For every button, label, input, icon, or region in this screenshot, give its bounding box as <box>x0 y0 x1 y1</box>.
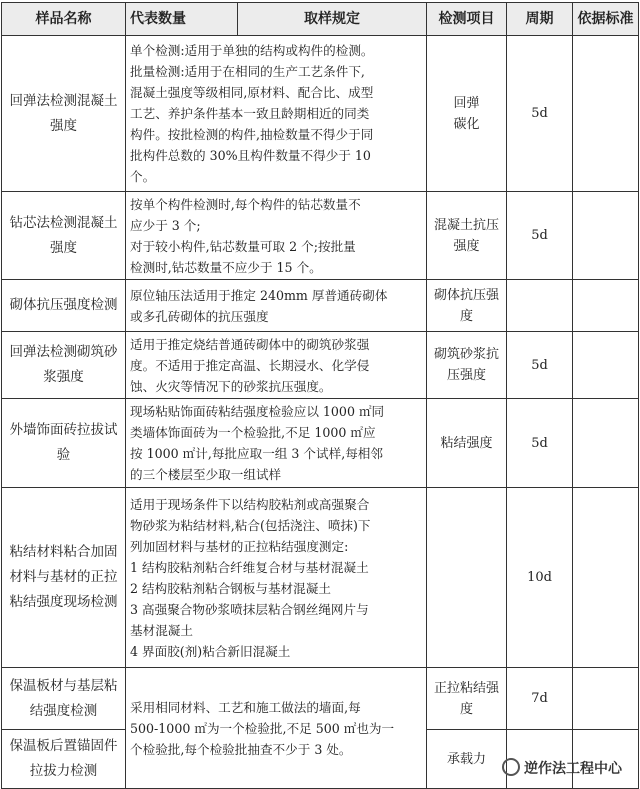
sampling-rule-line: 或多孔砖砌体的抗压强度 <box>130 308 269 324</box>
standard-cell <box>573 668 639 730</box>
table-row <box>2 668 639 730</box>
sampling-rule-line: 列加固材料与基材的正拉粘结强度测定: <box>130 538 349 554</box>
test-item-cell: 承载力 <box>427 730 507 789</box>
table-row <box>2 192 639 280</box>
wechat-icon <box>502 758 520 776</box>
sampling-rule-line: 适用于现场条件下以结构胶粘剂或高强聚合 <box>130 496 370 512</box>
sampling-table <box>1 2 638 787</box>
standard-cell <box>573 192 639 280</box>
test-item-cell <box>427 488 507 668</box>
sampling-rule-line: 适用于推定烧结普通砖砌体中的砌筑砂浆强 <box>130 336 370 352</box>
sampling-rule-cell <box>126 280 427 332</box>
sampling-rule-cell <box>126 192 427 280</box>
watermark-text: 逆作法工程中心 <box>524 761 622 777</box>
period-cell: 5d <box>507 192 573 280</box>
sample-name-cell: 保温板后置锚固件拉拔力检测 <box>2 730 126 789</box>
sample-name-cell: 粘结材料粘合加固材料与基材的正拉粘结强度现场检测 <box>2 488 126 668</box>
sampling-rule-line: 500-1000 ㎡为一个检验批,不足 500 ㎡也为一 <box>130 720 395 736</box>
header-test-item: 检测项目 <box>427 3 507 36</box>
test-item-cell: 混凝土抗压强度 <box>427 192 507 280</box>
sampling-rule-line: 按单个构件检测时,每个构件的钻芯数量不 <box>130 196 361 212</box>
standard-cell <box>573 399 639 488</box>
period-cell <box>507 280 573 332</box>
sampling-rule-line: 现场粘贴饰面砖粘结强度检验应以 1000 ㎡同 <box>130 404 385 419</box>
sample-name-cell: 回弹法检测砌筑砂浆强度 <box>2 332 126 399</box>
sampling-rule-line: 个。 <box>130 169 156 184</box>
standard-cell <box>573 488 639 668</box>
period-cell: 10d <box>507 488 573 668</box>
sample-name-cell: 砌体抗压强度检测 <box>2 280 126 332</box>
period-cell: 7d <box>507 668 573 730</box>
header-representative-quantity: 代表数量 <box>126 3 238 36</box>
sampling-rule-line: 对于较小构件,钻芯数量可取 2 个;按批量 <box>130 238 356 254</box>
header-sample-name: 样品名称 <box>2 3 126 36</box>
table-row <box>2 332 639 399</box>
standard-cell <box>573 280 639 332</box>
sampling-rule-line: 单个检测:适用于单独的结构或构件的检测。 <box>130 43 374 58</box>
sampling-rule-line: 物砂浆为粘结材料,粘合(包括浇注、喷抹)下 <box>130 517 371 533</box>
sampling-rule-line: 应少于 3 个; <box>130 217 201 233</box>
sampling-rule-line: 2 结构胶粘剂粘合钢板与基材混凝土 <box>130 580 331 596</box>
sampling-rule-line: 原位轴压法适用于推定 240mm 厚普通砖砌体 <box>130 287 388 303</box>
table-row <box>2 280 639 332</box>
sampling-rule-cell <box>126 332 427 399</box>
test-item-cell: 砌筑砂浆抗压强度 <box>427 332 507 399</box>
sampling-rule-cell <box>126 488 427 668</box>
sample-name-cell: 钻芯法检测混凝土强度 <box>2 192 126 280</box>
table-row <box>2 36 639 192</box>
header-period: 周期 <box>507 3 573 36</box>
test-item-cell: 砌体抗压强度 <box>427 280 507 332</box>
sampling-rule-line: 度。不适用于推定高温、长期浸水、化学侵 <box>130 357 370 373</box>
sampling-rule-line: 类墙体饰面砖为一个检验批,不足 1000 ㎡应 <box>130 425 376 440</box>
test-item-cell: 回弹 碳化 <box>427 36 507 192</box>
sampling-rule-line: 批构件总数的 30%且构件数量不得少于 10 <box>130 148 371 163</box>
header-standard: 依据标准 <box>573 3 639 36</box>
sampling-rule-line: 个检验批,每个检验批抽查不少于 3 处。 <box>130 741 352 757</box>
sampling-rule-line: 蚀、火灾等情况下的砂浆抗压强度。 <box>130 378 332 394</box>
sampling-rule-line: 工艺、养护条件基本一致且龄期相近的同类 <box>130 106 370 121</box>
sampling-rule-line: 4 界面胶(剂)粘合新旧混凝土 <box>130 643 291 659</box>
test-item-cell: 粘结强度 <box>427 399 507 488</box>
sampling-rule-cell <box>126 36 427 192</box>
sampling-rule-line: 3 高强聚合物砂浆喷抹层粘合钢丝绳网片与 <box>130 601 369 617</box>
sampling-rule-line: 采用相同材料、工艺和施工做法的墙面,每 <box>130 699 361 715</box>
sampling-rule-line: 1 结构胶粘剂粘合纤维复合材与基材混凝土 <box>130 559 369 575</box>
table-body <box>2 36 639 789</box>
watermark <box>498 758 622 778</box>
period-cell: 5d <box>507 399 573 488</box>
sampling-rule-line: 的三个楼层至少取一组试样 <box>130 467 282 482</box>
sampling-rule-line: 检测时,钻芯数量不应少于 15 个。 <box>130 259 322 275</box>
sampling-rule-cell <box>126 399 427 488</box>
test-item-cell: 正拉粘结强度 <box>427 668 507 730</box>
table-header-row <box>2 3 639 36</box>
sampling-rule-line: 基材混凝土 <box>130 622 193 638</box>
sample-name-cell: 外墙饰面砖拉拔试验 <box>2 399 126 488</box>
header-sampling-rule: 取样规定 <box>238 3 427 36</box>
sample-name-cell: 回弹法检测混凝土强度 <box>2 36 126 192</box>
period-cell: 5d <box>507 36 573 192</box>
sampling-rule-line: 构件。按批检测的构件,抽检数量不得少于同 <box>130 127 374 142</box>
sampling-rule-line: 混凝土强度等级相同,原材料、配合比、成型 <box>130 85 374 100</box>
standard-cell <box>573 332 639 399</box>
table-row <box>2 399 639 488</box>
sampling-rule-line: 按 1000 ㎡计,每批应取一组 3 个试样,每相邻 <box>130 446 383 461</box>
standard-cell <box>573 36 639 192</box>
table-row <box>2 488 639 668</box>
sampling-rule-cell <box>126 668 427 789</box>
period-cell: 5d <box>507 332 573 399</box>
sample-name-cell: 保温板材与基层粘结强度检测 <box>2 668 126 730</box>
sampling-rule-line: 批量检测:适用于在相同的生产工艺条件下, <box>130 64 365 79</box>
